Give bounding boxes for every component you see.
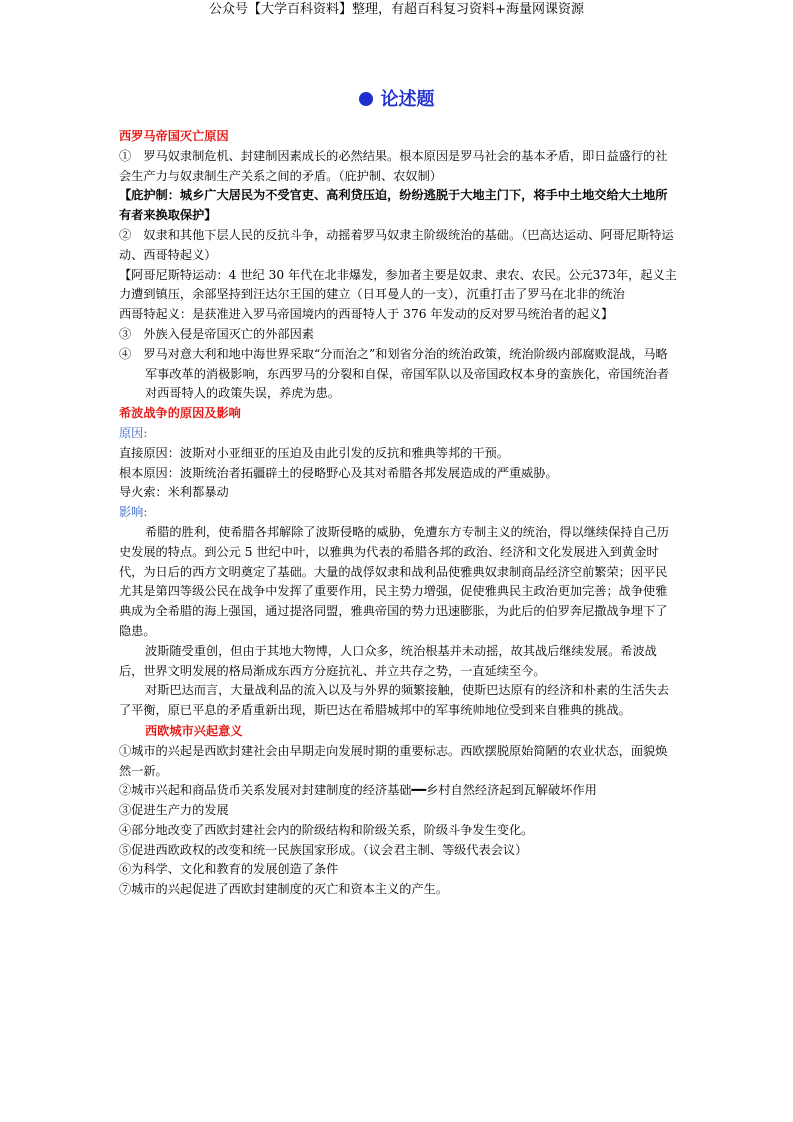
roman-point-1: ① 罗马奴隶制危机、封建制因素成长的必然结果。根本原因是罗马社会的基本矛盾，即日益盛行的社会生产力与奴隶制生产关系之间的矛盾。（庇护制、农奴制）	[119, 148, 668, 183]
page-header: 公众号【大学百科资料】整理，有超百科复习资料+海量网课资源	[209, 2, 584, 17]
heading-roman-fall: 西罗马帝国灭亡原因	[119, 129, 229, 143]
city-point-4: ④部分地改变了西欧封建社会内的阶级结构和阶级关系，阶级斗争发生变化。	[119, 822, 534, 837]
city-point-7: ⑦城市的兴起促进了西欧封建制度的灭亡和资本主义的产生。	[119, 882, 449, 897]
effect-label: 影响:	[119, 505, 148, 520]
effect-greece: 希腊的胜利，使希腊各邦解除了波斯侵略的威胁，免遭东方专制主义的统治，得以继续保持自己历史发展的特点。到公元 5 世纪中叶，以雅典为代表的希腊各邦的政治、经济和文化发展进入到黄金时代，为日后的西方文明奠定了基础。大量的战俘奴隶和战利品使雅典奴隶制商品经济空前繁荣；因平民尤其是第四等级公民在战争中发挥了重要作用，民主势力增强，促使雅典民主政治更加完善；战争使雅典成为全希腊的海上强国，通过提洛同盟，雅典帝国的势力迅速膨胀，为此后的伯罗奔尼撒战争埋下了隐患。	[119, 524, 670, 638]
city-point-2: ②城市兴起和商品货币关系发展对封建制度的经济基础━━乡村自然经济起到瓦解破坏作用	[119, 783, 597, 798]
bullet-icon	[359, 92, 373, 106]
roman-point-2: ② 奴隶和其他下层人民的反抗斗争，动摇着罗马奴隶主阶级统治的基础。（巴高达运动、阿哥尼斯特运动、西哥特起义）	[119, 227, 674, 262]
section-title	[0, 88, 793, 112]
document-body	[119, 127, 679, 900]
roman-note-patronage: 【庇护制：城乡广大居民为不受官吏、高利贷压迫，纷纷逃脱于大地主门下，将手中土地交给大土地所有者来换取保护】	[119, 188, 668, 223]
effect-sparta: 对斯巴达而言，大量战利品的流入以及与外界的频繁接触，使斯巴达原有的经济和朴素的生活失去了平衡，原已平息的矛盾重新出现，斯巴达在希腊城邦中的军事统帅地位受到来自雅典的挑战。	[119, 683, 670, 718]
city-point-5: ⑤促进西欧政权的改变和统一民族国家形成。（议会君主制、等级代表会议）	[119, 842, 528, 857]
root-cause: 根本原因：波斯统治者拓疆辟土的侵略野心及其对希腊各邦发展造成的严重威胁。	[119, 465, 558, 480]
roman-point-4: ④ 罗马对意大利和地中海世界采取“分而治之”和划省分治的统治政策，统治阶级内部腐败混战，马略军事改革的消极影响，东西罗马的分裂和自保，帝国军队以及帝国政权本身的蛮族化，帝国统治者对西哥特人的政策失误，养虎为患。	[119, 346, 670, 401]
title-text: 论述题	[380, 89, 435, 110]
roman-point-3: ③ 外族入侵是帝国灭亡的外部因素	[119, 326, 314, 341]
effect-persia: 波斯随受重创，但由于其地大物博，人口众多，统治根基并未动摇，故其战后继续发展。希波战后，世界文明发展的格局渐成东西方分庭抗礼、并立共存之势，一直延续至今。	[119, 643, 657, 678]
roman-note-visigoth: 西哥特起义：是获准进入罗马帝国境内的西哥特人于 376 年发动的反对罗马统治者的起义】	[119, 307, 614, 322]
heading-western-cities: 西欧城市兴起意义	[145, 723, 243, 738]
direct-cause: 直接原因：波斯对小亚细亚的压迫及由此引发的反抗和雅典等邦的干预。	[119, 445, 509, 460]
roman-note-agonistic: 【阿哥尼斯特运动：4 世纪 30 年代在北非爆发，参加者主要是奴隶、隶农、农民。公元373年，起义主力遭到镇压，余部坚持到汪达尔王国的建立（日耳曼人的一支），沉重打击了罗马在北非的统治	[119, 267, 677, 302]
fuse-cause: 导火索：米利都暴动	[119, 485, 229, 500]
city-point-6: ⑥为科学、文化和教育的发展创造了条件	[119, 862, 339, 877]
city-point-1: ①城市的兴起是西欧封建社会由早期走向发展时期的重要标志。西欧摆脱原始简陋的农业状态，面貌焕然一新。	[119, 743, 668, 778]
city-point-3: ③促进生产力的发展	[119, 803, 229, 818]
cause-label: 原因:	[119, 425, 148, 440]
heading-greco-persian: 希波战争的原因及影响	[119, 406, 241, 421]
